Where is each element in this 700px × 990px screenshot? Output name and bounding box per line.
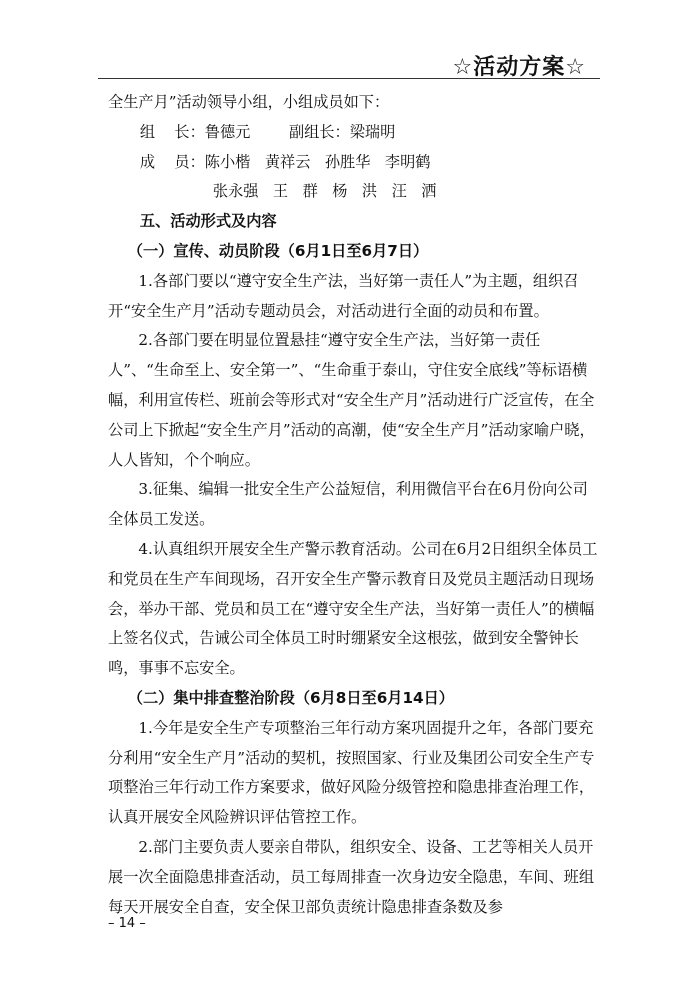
members-line: 成 员：陈小楷 黄祥云 孙胜华 李明鹤 bbox=[139, 152, 431, 171]
paragraph-continuation: 全生产月”活动领导小组，小组成员如下： bbox=[108, 93, 390, 111]
paragraph: 1.各部门要以“遵守安全生产法，当好第一责任人”为主题，组织召开“安全生产月”活动专题动员会，对活动进行全面的动员和布置。 bbox=[108, 271, 579, 320]
paragraph: 1.今年是安全生产专项整治三年行动方案巩固提升之年，各部门要充分利用“安全生产月”活动的契机，按照国家、行业及集团公司安全生产专项整治三年行动工作方案要求，做好风险分级管控和隐患排查治理工作，认真开展安全风险辨识评估管控工作。 bbox=[108, 718, 595, 827]
page-number: – 14 – bbox=[108, 916, 146, 931]
phase-heading: （二）集中排查整治阶段（6月8日至6月14日） bbox=[127, 688, 454, 707]
paragraph: 2.部门主要负责人要亲自带队，组织安全、设备、工艺等相关人员开展一次全面隐患排查活动，员工每周排查一次身边安全隐患，车间、班组每天开展安全自查，安全保卫部负责统计隐患排查条数及参 bbox=[108, 837, 594, 916]
phase-heading: （一）宣传、动员阶段（6月1日至6月7日） bbox=[127, 241, 429, 260]
leader-line: 组 长：鲁德元 副组长：梁瑞明 bbox=[139, 122, 396, 141]
section-heading: 五、活动形式及内容 bbox=[139, 212, 277, 231]
paragraph: 3.征集、编辑一批安全生产公益短信，利用微信平台在6月份向公司全体员工发送。 bbox=[108, 480, 588, 529]
document-body bbox=[108, 88, 598, 922]
header-title: ☆活动方案☆ bbox=[452, 55, 586, 80]
paragraph: 2.各部门要在明显位置悬挂“遵守安全生产法，当好第一责任人”、“生命至上、安全第一”、“生命重于泰山，守住安全底线”等标语横幅，利用宣传栏、班前会等形式对“安全生产月”活动进行广泛宣传，在全公司上下掀起“安全生产月”活动的高潮，使“安全生产月”活动家喻户晓，人人皆知，个个响应。 bbox=[108, 331, 595, 469]
paragraph: 4.认真组织开展安全生产警示教育活动。公司在6月2日组织全体员工和党员在生产车间现场，召开安全生产警示教育日及党员主题活动日现场会，举办干部、党员和员工在“遵守安全生产法，当好第一责任人”的横幅上签名仪式，告诫公司全体员工时时绷紧安全这根弦，做到安全警钟长鸣，事事不忘安全。 bbox=[108, 539, 598, 678]
members-line-continued: 张永强 王 群 杨 洪 汪 洒 bbox=[212, 182, 437, 201]
running-header bbox=[98, 48, 600, 79]
